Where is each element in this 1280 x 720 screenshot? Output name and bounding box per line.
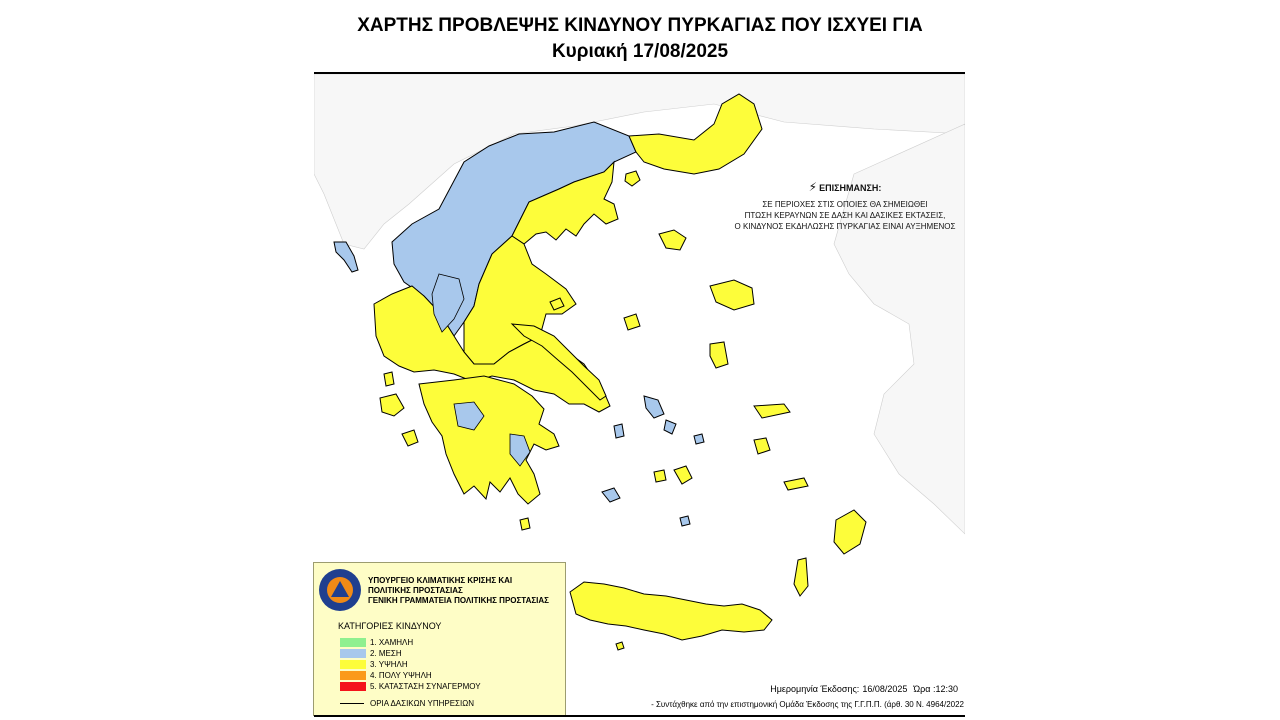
lightning-icon: ⚡ (808, 180, 818, 194)
notice-heading-row (720, 182, 970, 194)
notice-line-3: Ο ΚΙΝΔΥΝΟΣ ΕΚΔΗΛΩΣΗΣ ΠΥΡΚΑΓΙΑΣ ΕΙΝΑΙ ΑΥΞΗΜΕΝΟΣ (734, 222, 956, 231)
kefalonia-island (380, 394, 404, 416)
cyclades-milos (602, 488, 620, 502)
ministry-line-2: ΠΟΛΙΤΙΚΗΣ ΠΡΟΣΤΑΣΙΑΣ (368, 586, 463, 595)
issue-label: Ημερομηνία Έκδοσης: (770, 684, 860, 694)
boundary-label: ΟΡΙΑ ΔΑΣΙΚΩΝ ΥΠΗΡΕΣΙΩΝ (370, 699, 474, 708)
region-high-peloponnese (419, 376, 559, 504)
category-label: 2. ΜΕΣΗ (370, 649, 402, 658)
zakynthos-island (402, 430, 418, 446)
boundary-line-symbol (340, 703, 364, 704)
cyclades-naxos (674, 466, 692, 484)
issue-info (767, 684, 958, 694)
cyclades-mykonos (694, 434, 704, 444)
kos-island (784, 478, 808, 490)
legend-box (313, 562, 566, 716)
cyclades-paros (654, 470, 666, 482)
cyclades-andros (644, 396, 664, 418)
ministry-line-1: ΥΠΟΥΡΓΕΙΟ ΚΛΙΜΑΤΙΚΗΣ ΚΡΙΣΗΣ ΚΑΙ (368, 576, 513, 585)
cyclades-tinos (664, 420, 676, 434)
category-label: 3. ΥΨΗΛΗ (370, 660, 408, 669)
issue-time-label: Ώρα : (913, 684, 936, 694)
category-label: 4. ΠΟΛΥ ΥΨΗΛΗ (370, 671, 432, 680)
notice-line-1: ΣΕ ΠΕΡΙΟΧΕΣ ΣΤΙΣ ΟΠΟΙΕΣ ΘΑ ΣΗΜΕΙΩΘΕΙ (762, 200, 928, 209)
map-title: ΧΑΡΤΗΣ ΠΡΟΒΛΕΨΗΣ ΚΙΝΔΥΝΟΥ ΠΥΡΚΑΓΙΑΣ ΠΟΥ ΙΣΧΥΕΙ ΓΙΑ (357, 15, 923, 36)
notice-heading: ΕΠΙΣΗΜΑΝΣΗ: (819, 183, 882, 193)
category-swatch (340, 682, 366, 691)
ministry-line-3: ΓΕΝΙΚΗ ΓΡΑΜΜΑΤΕΙΑ ΠΟΛΙΤΙΚΗΣ ΠΡΟΣΤΑΣΙΑΣ (368, 596, 549, 605)
notice-line-2: ΠΤΩΣΗ ΚΕΡΑΥΝΩΝ ΣΕ ΔΑΣΗ ΚΑΙ ΔΑΣΙΚΕΣ ΕΚΤΑΣΕΙΣ, (744, 211, 946, 220)
compiled-by-note: - Συντάχθηκε από την επιστημονική Ομάδα Έκδοσης της Γ.Γ.Π.Π. (άρθ. 30 Ν. 4964/2022 (651, 700, 964, 709)
lefkada-island (384, 372, 394, 386)
rhodes-island (834, 510, 866, 554)
lesvos-island (710, 280, 754, 310)
gavdos-island (616, 642, 624, 650)
karpathos-island (794, 558, 808, 596)
chios-island (710, 342, 728, 368)
skyros-island (624, 314, 640, 330)
ikaria-samos (754, 404, 790, 418)
cyclades-santorini (680, 516, 690, 526)
thasos-island (625, 171, 640, 186)
issue-date: 16/08/2025 (862, 684, 908, 694)
lightning-notice (720, 182, 970, 232)
cyclades-kea (614, 424, 624, 438)
kythira-island (520, 518, 530, 530)
crete-island (570, 582, 772, 640)
ministry-name (368, 576, 549, 606)
category-swatch (340, 671, 366, 680)
category-swatch (340, 638, 366, 647)
civil-protection-logo-icon (318, 568, 362, 612)
lemnos-island (659, 230, 686, 250)
category-swatch (340, 649, 366, 658)
issue-time: 12:30 (935, 684, 958, 694)
forest-boundary-legend (340, 698, 474, 709)
category-label: 5. ΚΑΤΑΣΤΑΣΗ ΣΥΝΑΓΕΡΜΟΥ (370, 682, 481, 691)
category-label: 1. ΧΑΜΗΛΗ (370, 638, 414, 647)
bottom-rule (314, 715, 965, 717)
leros-kalymnos (754, 438, 770, 454)
categories-title: ΚΑΤΗΓΟΡΙΕΣ ΚΙΝΔΥΝΟΥ (338, 621, 442, 631)
map-date: Κυριακή 17/08/2025 (551, 41, 729, 62)
category-swatch (340, 660, 366, 669)
